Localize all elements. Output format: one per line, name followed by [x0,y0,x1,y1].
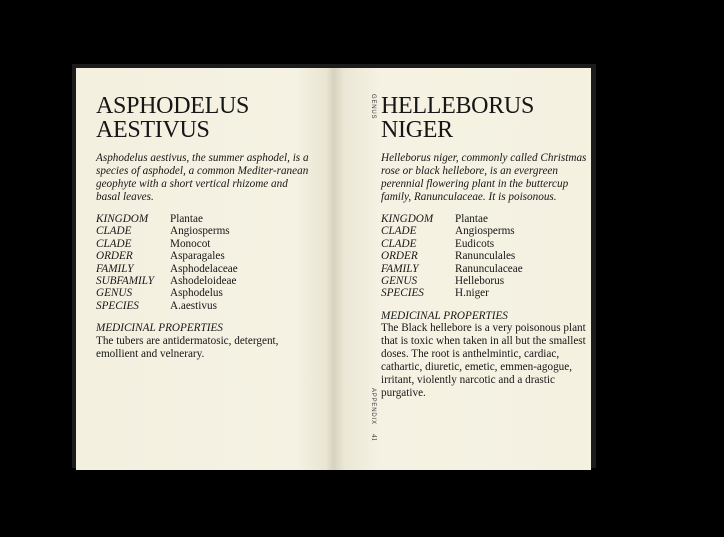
taxonomy-value: Monocot [170,237,211,250]
open-book-spread [76,68,591,470]
left-medicinal-text: The tubers are antidermatosic, detergent, emollient and velnerary. [96,334,279,360]
taxonomy-value: Asphodelus [170,287,223,300]
right-page [334,68,591,470]
taxonomy-key: FAMILY [381,262,419,275]
taxonomy-key: CLADE [96,225,132,238]
taxonomy-key: CLADE [381,225,417,238]
taxonomy-value: Asphodelaceae [170,262,238,275]
right-taxonomy-table [381,213,591,300]
taxonomy-key: KINGDOM [96,213,149,225]
taxonomy-key: SPECIES [96,299,139,312]
taxonomy-value: Ranunculaceae [455,262,523,275]
left-title-line1: ASPHODELUS [96,93,250,119]
taxonomy-key: ORDER [96,250,133,263]
left-intro: Asphodelus aestivus, the summer asphodel, is a species of asphodel, a common Mediter-ranean geophyte with a short vertical rhizome and basal leaves. [96,152,309,203]
right-page-title [381,94,591,142]
right-medicinal-text: The Black hellebore is a very poisonous plant that is toxic when taken in all but the smallest doses. The root is anthelmintic, cardiac, cathartic, diuretic, emetic, emmen-agogue, irritant, violently narcotic and a drastic purgative. [381,322,586,400]
taxonomy-value: H.niger [455,287,489,300]
right-running-header: GENUS [370,94,376,120]
taxonomy-key: SUBFAMILY [96,275,154,288]
right-page-number: 41 [370,434,378,441]
taxonomy-key: GENUS [381,275,418,288]
right-intro: Helleborus niger, commonly called Christmas rose or black hellebore, is an evergreen perennial flowering plant in the buttercup family, Ranunculaceae. It is poisonous. [381,152,587,203]
taxonomy-value: Plantae [170,213,203,225]
left-title-line2: AESTIVUS [96,117,210,143]
left-page-title [96,94,311,142]
taxonomy-key: KINGDOM [381,213,434,225]
right-page-content [381,94,591,400]
taxonomy-value: Angiosperms [170,225,230,238]
taxonomy-key: FAMILY [96,262,134,275]
taxonomy-value: Plantae [455,213,488,225]
taxonomy-key: ORDER [381,250,418,263]
right-running-footer: APPENDIX [370,388,376,425]
left-page [76,68,334,470]
taxonomy-value: A.aestivus [170,299,217,312]
taxonomy-value: Eudicots [455,237,495,250]
left-taxonomy-table [96,213,311,312]
taxonomy-key: SPECIES [381,287,424,300]
left-page-content [96,94,311,361]
taxonomy-key: CLADE [96,237,132,250]
right-medicinal-heading: MEDICINAL PROPERTIES [381,309,508,322]
taxonomy-value: Ranunculales [455,250,516,263]
taxonomy-value: Ashodeloideae [170,275,237,288]
taxonomy-value: Angiosperms [455,225,515,238]
taxonomy-key: CLADE [381,237,417,250]
right-title-line1: HELLEBORUS [381,93,535,119]
taxonomy-key: GENUS [96,287,133,300]
taxonomy-value: Helleborus [455,275,505,288]
taxonomy-value: Asparagales [170,250,225,263]
left-medicinal-heading: MEDICINAL PROPERTIES [96,322,223,335]
right-title-line2: NIGER [381,117,453,143]
